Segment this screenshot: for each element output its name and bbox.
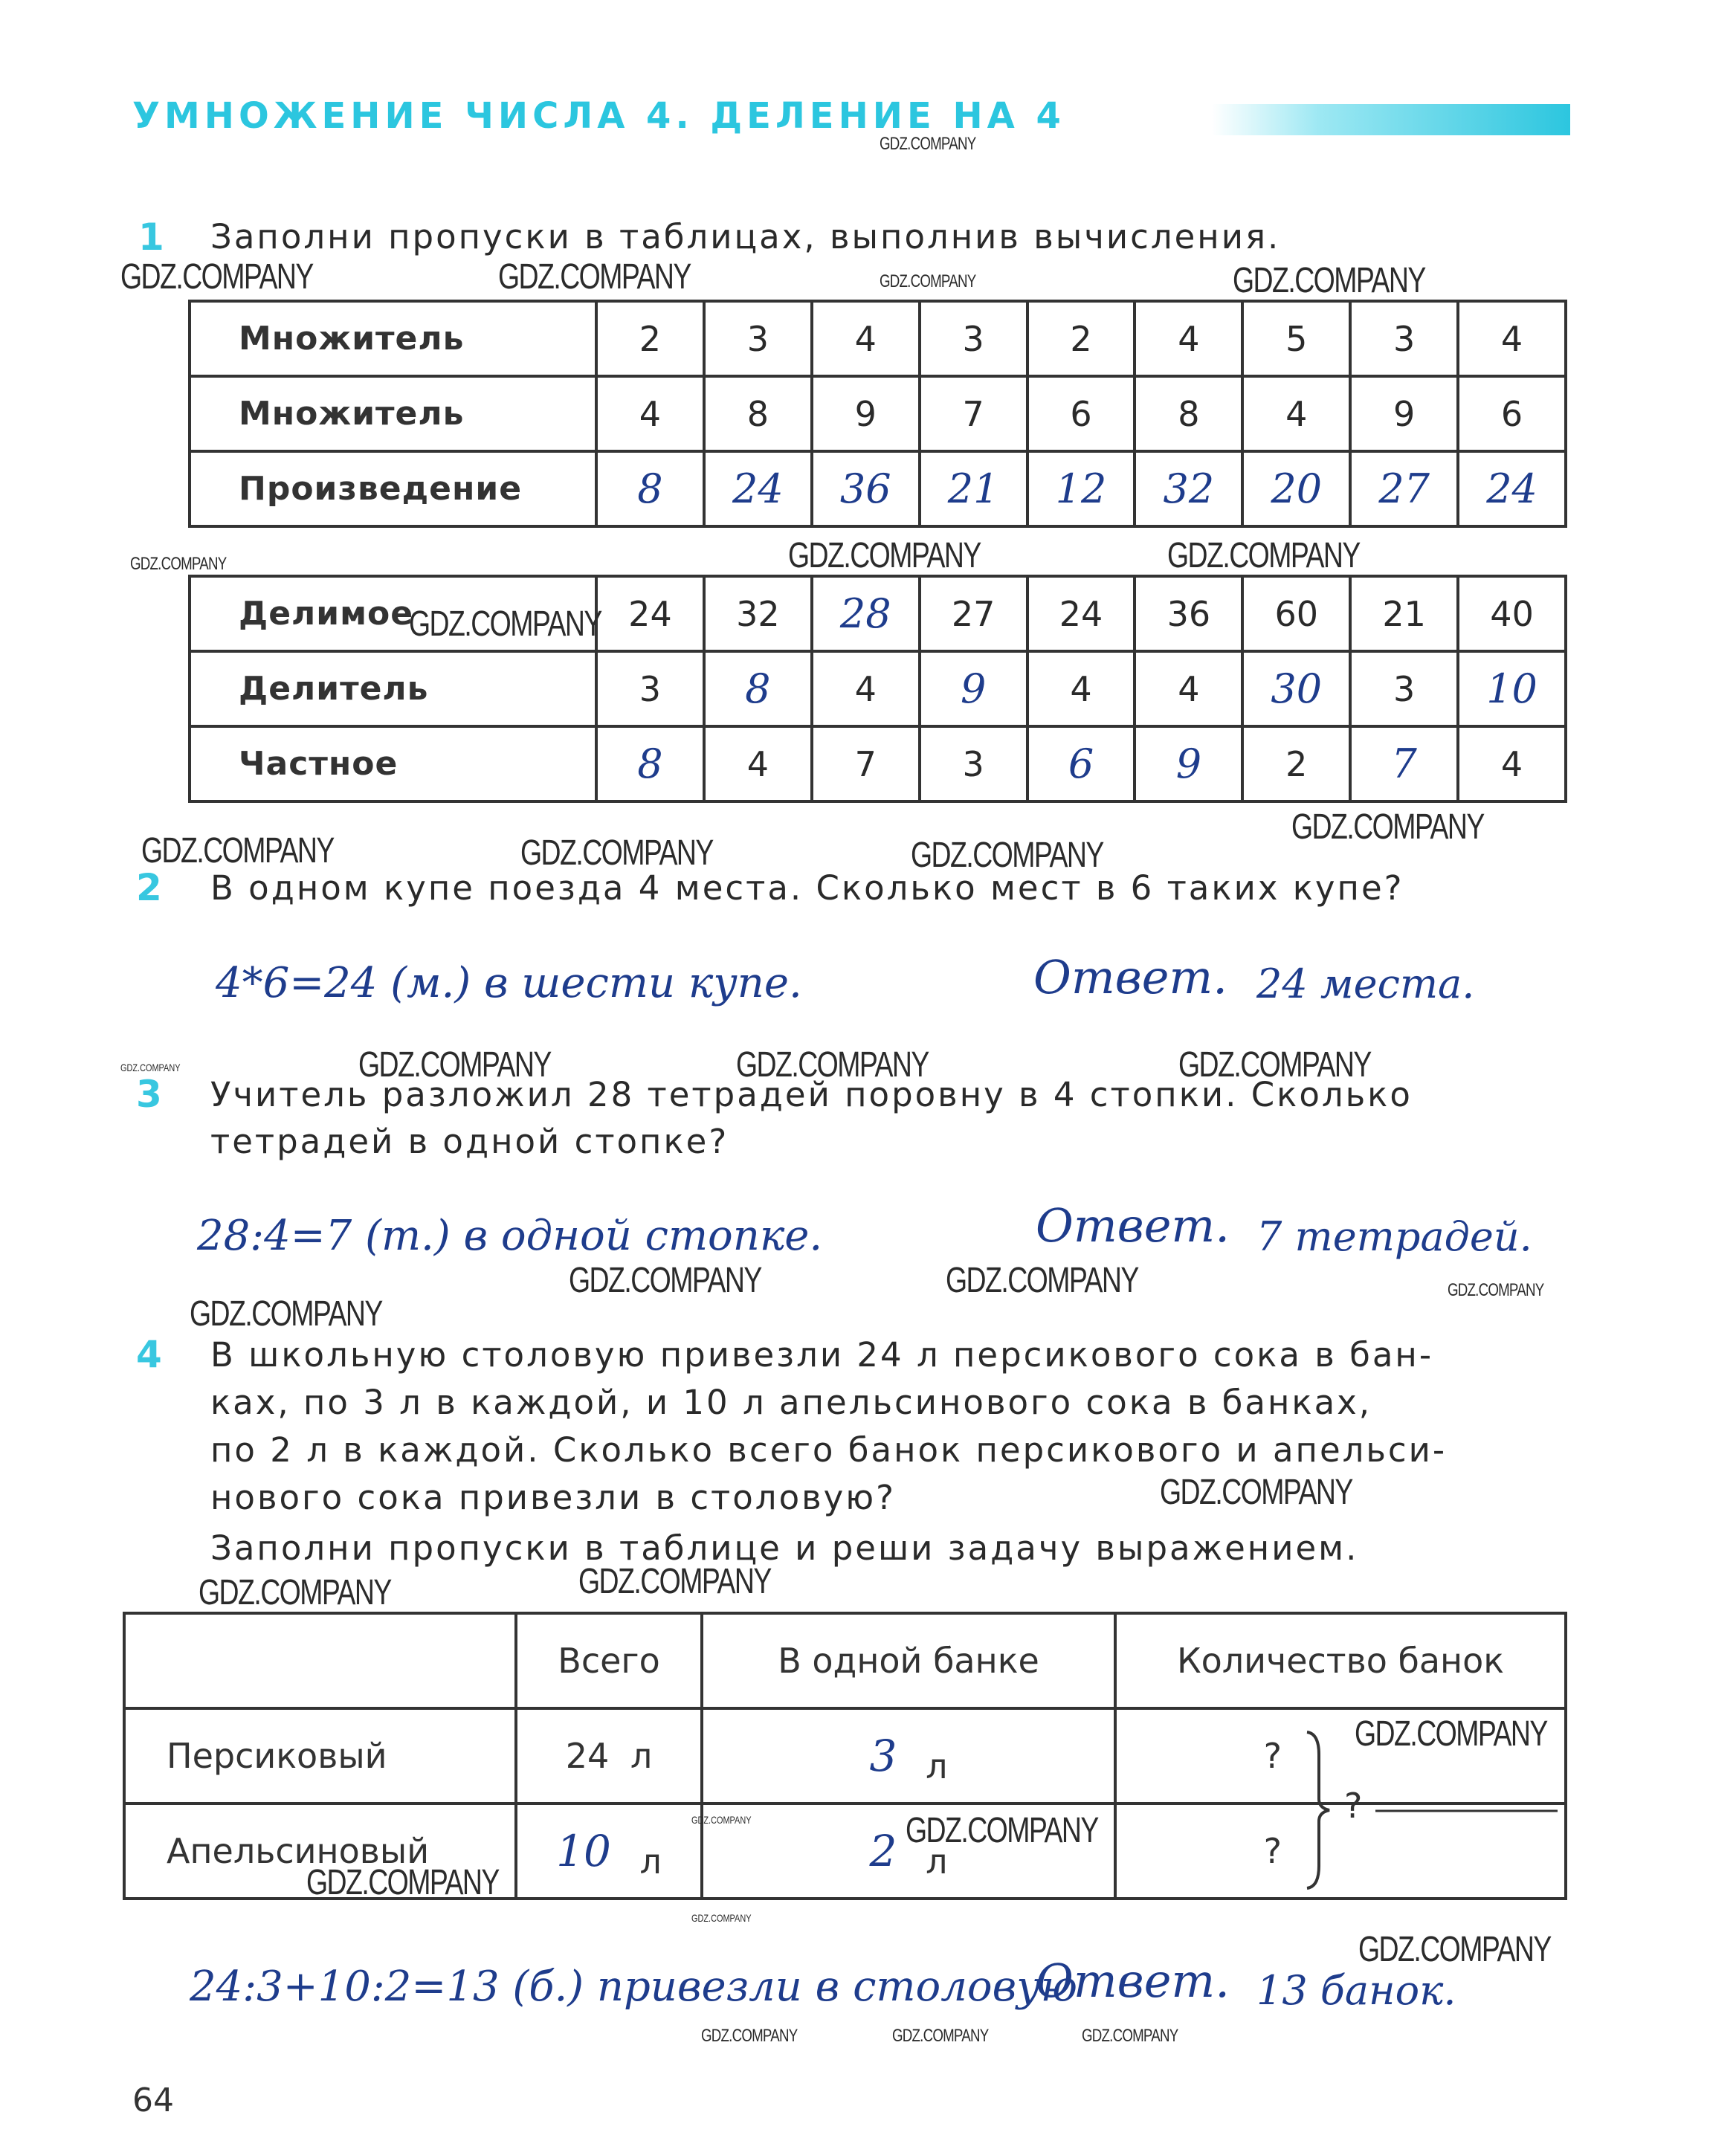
watermark: GDZ.COMPANY [880,271,976,291]
division-table-cell: 60 [1242,576,1350,651]
watermark: GDZ.COMPANY [578,1562,771,1601]
juice-per-can-value: 3 [869,1731,897,1781]
multiplication-table-cell: 3 [704,301,812,376]
multiplication-table-cell: 4 [1458,301,1566,376]
division-table-cell: 40 [1458,576,1566,651]
watermark: GDZ.COMPANY [130,554,227,574]
juice-total-cell [516,1803,702,1899]
juice-per-can-cell [702,1708,1115,1803]
division-table-row [190,726,1566,801]
division-table-row-label: Делитель [190,651,596,726]
juice-total-value: 10 [556,1826,611,1876]
watermark: GDZ.COMPANY [520,833,713,873]
watermark: GDZ.COMPANY [569,1261,761,1300]
multiplication-table-cell: 5 [1242,301,1350,376]
watermark: GDZ.COMPANY [911,836,1103,875]
count-sum-mark: ? [1344,1786,1363,1826]
multiplication-table-cell: 24 [704,451,812,526]
multiplication-table-cell: 8 [596,451,704,526]
watermark: GDZ.COMPANY [1233,261,1425,300]
division-table-cell: 4 [812,651,920,726]
task-3-answer: 7 тетрадей. [1256,1213,1532,1260]
watermark: GDZ.COMPANY [1160,1473,1352,1512]
multiplication-table-row-label: Множитель [190,376,596,451]
watermark: GDZ.COMPANY [1358,1930,1551,1969]
multiplication-table-cell: 3 [920,301,1027,376]
task-3-number: 3 [136,1073,162,1116]
multiplication-table-cell: 4 [1242,376,1350,451]
division-table-cell: 8 [704,651,812,726]
division-table-cell: 6 [1027,726,1135,801]
division-table-cell: 24 [596,576,704,651]
juice-per-can-value: 2 [869,1826,897,1876]
juice-header-total: Всего [516,1613,702,1708]
watermark: GDZ.COMPANY [946,1261,1138,1300]
task-4-text-line-3: по 2 л в каждой. Сколько всего банок персикового и апельси- [210,1430,1448,1470]
division-table-cell: 24 [1027,576,1135,651]
multiplication-table-cell: 8 [1135,376,1242,451]
task-3-answer-word: Ответ. [1036,1198,1230,1253]
division-table-cell: 7 [1350,726,1458,801]
division-table-cell: 4 [1027,651,1135,726]
multiplication-table-cell: 12 [1027,451,1135,526]
watermark: GDZ.COMPANY [409,604,601,644]
division-table-cell: 4 [704,726,812,801]
division-table-cell: 3 [596,651,704,726]
juice-total-value: 24 [565,1736,610,1776]
task-3-text-line-2: тетрадей в одной стопке? [210,1122,729,1161]
division-table-cell: 4 [1135,651,1242,726]
division-table-cell: 32 [704,576,812,651]
multiplication-table-row [190,301,1566,376]
multiplication-table-row-label: Множитель [190,301,596,376]
juice-header-empty [124,1613,516,1708]
watermark: GDZ.COMPANY [1355,1714,1547,1754]
task-2-answer: 24 места. [1256,960,1475,1007]
division-table [188,575,1567,803]
task-2-solution: 4*6=24 (м.) в шести купе. [216,959,802,1007]
division-table-cell: 21 [1350,576,1458,651]
watermark: GDZ.COMPANY [141,831,334,871]
juice-row-label: Апельсиновый [124,1803,516,1899]
watermark: GDZ.COMPANY [1291,807,1484,847]
juice-total-unit: л [630,1736,653,1776]
task-3-text-line-1: Учитель разложил 28 тетрадей поровну в 4 стопки. Сколько [210,1075,1413,1114]
watermark: GDZ.COMPANY [701,2026,798,2046]
multiplication-table-row [190,376,1566,451]
multiplication-table-cell: 21 [920,451,1027,526]
multiplication-table [188,300,1567,528]
multiplication-table-cell: 27 [1350,451,1458,526]
multiplication-table-cell: 24 [1458,451,1566,526]
watermark: GDZ.COMPANY [1448,1280,1544,1300]
division-table-cell: 9 [1135,726,1242,801]
watermark: GDZ.COMPANY [691,1814,752,1826]
watermark: GDZ.COMPANY [190,1294,382,1334]
watermark: GDZ.COMPANY [120,257,313,297]
division-table-row-label: Делимое [190,576,596,651]
multiplication-table-row-label: Произведение [190,451,596,526]
division-table-cell: 10 [1458,651,1566,726]
multiplication-table-cell: 2 [596,301,704,376]
multiplication-table-cell: 8 [704,376,812,451]
division-table-cell: 36 [1135,576,1242,651]
juice-total-cell [516,1708,702,1803]
division-table-cell: 8 [596,726,704,801]
juice-table-header-row [124,1613,1566,1708]
task-4-text-line-1: В школьную столовую привезли 24 л персикового сока в бан- [210,1335,1434,1375]
title-decoration-bar [1212,104,1570,135]
juice-per-can-unit: л [926,1746,948,1786]
task-1-number: 1 [138,216,164,259]
multiplication-table-cell: 3 [1350,301,1458,376]
multiplication-table-cell: 4 [812,301,920,376]
multiplication-table-cell: 6 [1458,376,1566,451]
multiplication-table-cell: 9 [812,376,920,451]
task-4-text-line-5: Заполни пропуски в таблице и реши задачу выражением. [210,1528,1359,1568]
division-table-row [190,576,1566,651]
task-2-text: В одном купе поезда 4 места. Сколько мест в 6 таких купе? [210,868,1404,908]
juice-row-label: Персиковый [124,1708,516,1803]
task-4-answer: 13 банок. [1256,1967,1456,2014]
watermark: GDZ.COMPANY [906,1811,1098,1850]
task-4-solution: 24:3+10:2=13 (б.) привезли в столовую [190,1963,1077,2011]
task-4-text-line-4: нового сока привезли в столовую? [210,1478,897,1517]
task-3-solution: 28:4=7 (т.) в одной стопке. [197,1212,823,1260]
watermark: GDZ.COMPANY [880,134,976,154]
juice-header-count: Количество банок [1115,1613,1566,1708]
multiplication-table-cell: 4 [1135,301,1242,376]
watermark: GDZ.COMPANY [199,1573,391,1612]
task-4-text-line-2: ках, по 3 л в каждой, и 10 л апельсинового сока в банках, [210,1383,1372,1422]
juice-count-value: ? [1263,1736,1282,1776]
task-4-number: 4 [136,1333,162,1376]
division-table-cell: 3 [920,726,1027,801]
multiplication-table-cell: 20 [1242,451,1350,526]
watermark: GDZ.COMPANY [1082,2026,1178,2046]
multiplication-table-cell: 4 [596,376,704,451]
watermark: GDZ.COMPANY [358,1045,551,1085]
watermark: GDZ.COMPANY [892,2026,989,2046]
division-table-cell: 2 [1242,726,1350,801]
task-2-number: 2 [136,866,162,909]
multiplication-table-cell: 6 [1027,376,1135,451]
division-table-cell: 30 [1242,651,1350,726]
division-table-cell: 7 [812,726,920,801]
juice-per-can-unit: л [926,1841,948,1882]
task-2-answer-word: Ответ. [1033,950,1227,1004]
juice-count-value: ? [1263,1831,1282,1871]
multiplication-table-cell: 9 [1350,376,1458,451]
division-table-row-label: Частное [190,726,596,801]
division-table-cell: 28 [812,576,920,651]
multiplication-table-cell: 2 [1027,301,1135,376]
watermark: GDZ.COMPANY [736,1045,929,1085]
watermark: GDZ.COMPANY [306,1863,499,1902]
watermark: GDZ.COMPANY [691,1912,752,1924]
division-table-cell: 3 [1350,651,1458,726]
watermark: GDZ.COMPANY [788,536,981,575]
multiplication-table-row [190,451,1566,526]
page-number: 64 [132,2082,174,2119]
section-title: УМНОЖЕНИЕ ЧИСЛА 4. ДЕЛЕНИЕ НА 4 [132,95,1065,137]
juice-header-per-can: В одной банке [702,1613,1115,1708]
juice-total-unit: л [639,1841,662,1882]
division-table-cell: 4 [1458,726,1566,801]
multiplication-table-cell: 36 [812,451,920,526]
division-table-cell: 27 [920,576,1027,651]
multiplication-table-cell: 32 [1135,451,1242,526]
watermark: GDZ.COMPANY [120,1062,181,1073]
division-table-cell: 9 [920,651,1027,726]
watermark: GDZ.COMPANY [1178,1045,1371,1085]
task-4-answer-word: Ответ. [1036,1954,1230,2008]
watermark: GDZ.COMPANY [498,257,691,297]
watermark: GDZ.COMPANY [1167,536,1360,575]
multiplication-table-cell: 7 [920,376,1027,451]
task-1-text: Заполни пропуски в таблицах, выполнив вычисления. [210,217,1281,256]
division-table-row [190,651,1566,726]
